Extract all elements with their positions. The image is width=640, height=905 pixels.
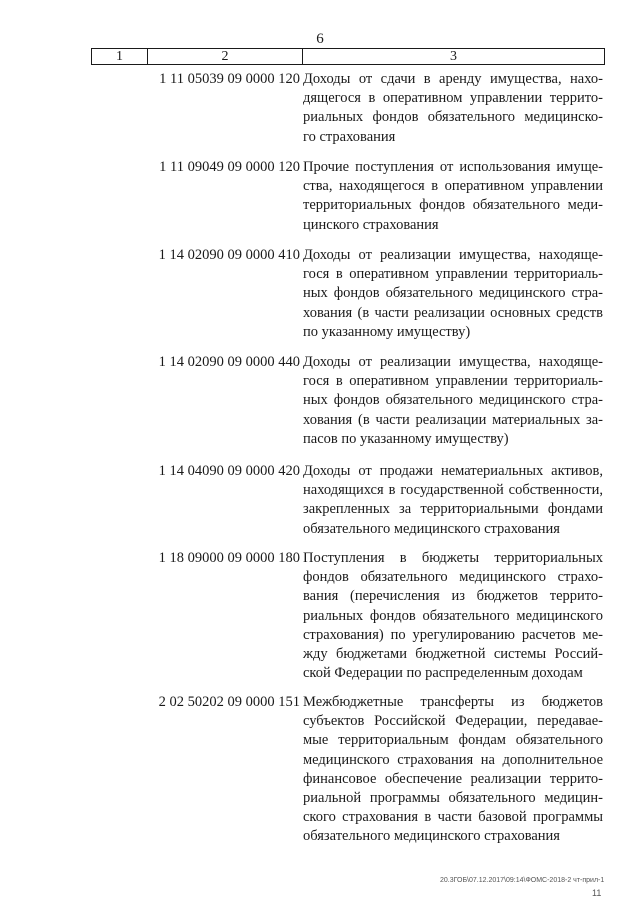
- footer-sheet-number: 11: [592, 888, 602, 898]
- description-line: Доходы от сдачи в аренду имущества, нахо-: [303, 71, 603, 87]
- description-line: гося в оперативном управлении территориаль-: [303, 373, 603, 390]
- description-line: ства, находящегося в оперативном управлении: [303, 178, 603, 195]
- description-line: цинского страхования: [303, 216, 439, 233]
- description-line: Доходы от продажи нематериальных активов,: [303, 463, 603, 479]
- description-line: пасов по указанному имуществу): [303, 430, 509, 447]
- description-line: хования (в части реализации материальных за-: [303, 411, 603, 428]
- description-line: фондов обязательного медицинского страхо-: [303, 569, 603, 586]
- description-line: финансовое обеспечение реализации террито-: [303, 770, 603, 787]
- description-line: мые территориальным фондам обязательного: [303, 732, 603, 749]
- revenue-description: [303, 693, 603, 847]
- description-line: Доходы от реализации имущества, находяще-: [303, 247, 603, 263]
- table-header-col-1: 1: [92, 49, 148, 64]
- table-header: [91, 48, 605, 65]
- footer-document-id: 20.3ГОБ\07.12.2017\09:14\ФОМС-2018-2 чт-прил-1: [440, 877, 605, 884]
- description-line: дящегося в оперативном управлении террито-: [303, 90, 603, 107]
- budget-classification-code: 1 14 04090 09 0000 420: [158, 463, 300, 479]
- budget-classification-code: 2 02 50202 09 0000 151: [158, 694, 300, 710]
- description-line: территориальных фондов обязательного меди-: [303, 197, 603, 214]
- budget-classification-code: 1 14 02090 09 0000 440: [158, 354, 300, 370]
- description-line: риальных фондов обязательного медицинского: [303, 607, 603, 624]
- description-line: риальной программы обязательного медицин-: [303, 790, 603, 807]
- description-line: по указанному имуществу): [303, 323, 471, 340]
- description-line: Доходы от реализации имущества, находяще-: [303, 354, 603, 370]
- description-line: ской Федерации по распределенным доходам: [303, 665, 583, 682]
- description-line: ского страхования в части базовой программы: [303, 809, 603, 826]
- description-line: Межбюджетные трансферты из бюджетов: [303, 694, 603, 710]
- budget-classification-code: 1 11 05039 09 0000 120: [159, 71, 300, 87]
- description-line: го страхования: [303, 128, 396, 145]
- description-line: Прочие поступления от использования имуще-: [303, 159, 603, 175]
- budget-classification-code: 1 18 09000 09 0000 180: [158, 550, 300, 566]
- budget-classification-code: 1 11 09049 09 0000 120: [159, 159, 300, 175]
- description-line: жду бюджетами бюджетной системы Россий-: [303, 646, 603, 663]
- description-line: гося в оперативном управлении территориаль-: [303, 266, 603, 283]
- description-line: вания (перечисления из бюджетов террито-: [303, 588, 603, 605]
- description-line: хования (в части реализации основных средств: [303, 304, 603, 321]
- revenue-description: [303, 353, 603, 449]
- description-line: находящихся в государственной собственности,: [303, 482, 603, 499]
- page-number: 6: [316, 31, 324, 47]
- description-line: страхования) по урегулированию расчетов ме-: [303, 626, 603, 643]
- description-line: ных фондов обязательного медицинского стра-: [303, 392, 603, 409]
- revenue-description: [303, 158, 603, 235]
- description-line: закрепленных за территориальными фондами: [303, 501, 603, 518]
- description-line: обязательного медицинского страхования: [303, 828, 560, 845]
- description-line: субъектов Российской Федерации, передавае-: [303, 713, 603, 730]
- revenue-description: [303, 462, 603, 539]
- description-line: Поступления в бюджеты территориальных: [303, 550, 603, 566]
- description-line: обязательного медицинского страхования: [303, 520, 560, 537]
- revenue-description: [303, 70, 603, 147]
- budget-classification-code: 1 14 02090 09 0000 410: [158, 247, 300, 263]
- revenue-description: [303, 246, 603, 342]
- table-header-col-3: 3: [450, 49, 457, 64]
- description-line: риальных фондов обязательного медицинско-: [303, 109, 603, 126]
- description-line: ных фондов обязательного медицинского стра-: [303, 285, 603, 302]
- table-header-col-2: 2: [148, 49, 303, 64]
- revenue-description: [303, 549, 603, 683]
- description-line: медицинского страхования на дополнительное: [303, 751, 603, 768]
